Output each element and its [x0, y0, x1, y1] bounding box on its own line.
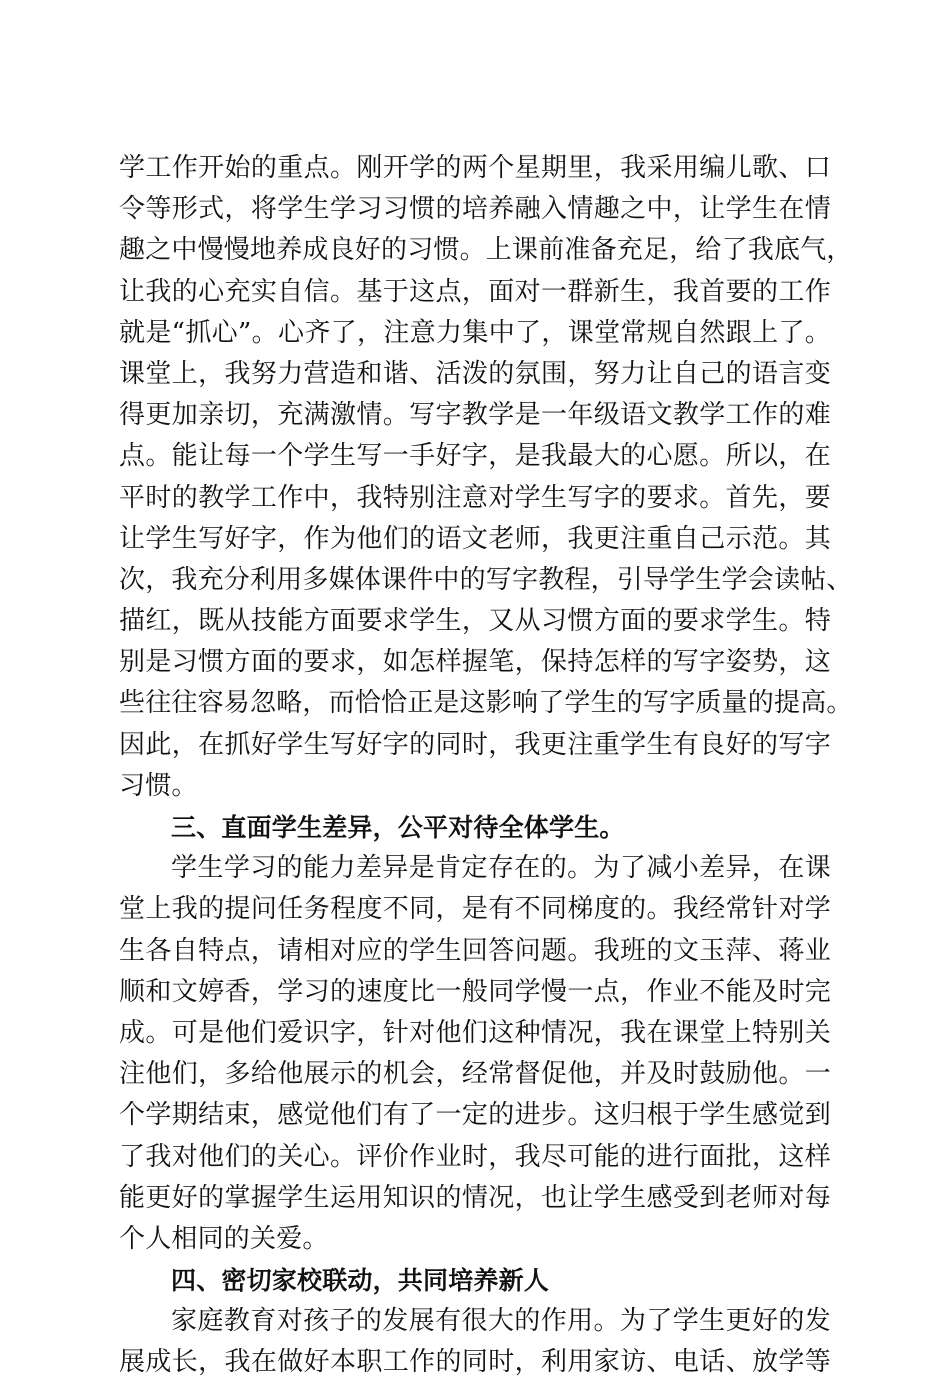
text-line: 堂上我的提问任务程度不同，是有不同梯度的。我经常针对学: [119, 894, 831, 925]
text-line: 展成长，我在做好本职工作的同时，利用家访、电话、放学等: [119, 1347, 831, 1378]
section-heading-3: 三、直面学生差异，公平对待全体学生。: [171, 813, 625, 842]
text-line: 得更加亲切，充满激情。写字教学是一年级语文教学工作的难: [119, 400, 831, 431]
text-line: 些往往容易忽略，而恰恰正是这影响了学生的写字质量的提高。: [119, 688, 853, 719]
body-text: [119, 148, 853, 1384]
text-line: 顺和文婷香，学习的速度比一般同学慢一点，作业不能及时完: [119, 976, 831, 1007]
text-line: 学生学习的能力差异是肯定存在的。为了减小差异，在课: [171, 853, 831, 884]
text-line: 个人相同的关爱。: [119, 1223, 329, 1254]
text-line: 让我的心充实自信。基于这点，面对一群新生，我首要的工作: [119, 276, 831, 307]
text-line: 平时的教学工作中，我特别注意对学生写字的要求。首先，要: [119, 482, 831, 513]
text-line: 习惯。: [119, 770, 198, 801]
text-line: 描红，既从技能方面要求学生，又从习惯方面的要求学生。特: [119, 606, 831, 637]
text-line: 了我对他们的关心。评价作业时，我尽可能的进行面批，这样: [119, 1141, 831, 1172]
text-line: 就是“抓心”。心齐了，注意力集中了，课堂常规自然跟上了。: [119, 317, 831, 348]
text-line: 别是习惯方面的要求，如怎样握笔，保持怎样的写字姿势，这: [119, 647, 831, 678]
text-line: 学工作开始的重点。刚开学的两个星期里，我采用编儿歌、口: [119, 153, 831, 183]
text-line: 课堂上，我努力营造和谐、活泼的氛围，努力让自己的语言变: [119, 358, 831, 389]
text-line: 成。可是他们爱识字，针对他们这种情况，我在课堂上特别关: [119, 1017, 831, 1048]
text-line: 能更好的掌握学生运用知识的情况，也让学生感受到老师对每: [119, 1182, 831, 1213]
text-line: 趣之中慢慢地养成良好的习惯。上课前准备充足，给了我底气，: [119, 235, 853, 266]
section-heading-4: 四、密切家校联动，共同培养新人: [171, 1266, 550, 1296]
text-line: 次，我充分利用多媒体课件中的写字教程，引导学生学会读帖、: [119, 564, 853, 595]
text-line: 注他们，多给他展示的机会，经常督促他，并及时鼓励他。一: [119, 1059, 831, 1090]
text-line: 令等形式，将学生学习习惯的培养融入情趣之中，让学生在情: [119, 194, 831, 225]
text-line: 点。能让每一个学生写一手好字，是我最大的心愿。所以，在: [119, 441, 831, 472]
text-line: 家庭教育对孩子的发展有很大的作用。为了学生更好的发: [171, 1306, 831, 1337]
text-line: 因此，在抓好学生写好字的同时，我更注重学生有良好的写字: [119, 729, 831, 760]
text-line: 生各自特点，请相对应的学生回答问题。我班的文玉萍、蒋业: [119, 935, 831, 966]
text-line: 让学生写好字，作为他们的语文老师，我更注重自己示范。其: [119, 523, 831, 554]
text-line: 个学期结束，感觉他们有了一定的进步。这归根于学生感觉到: [119, 1100, 831, 1131]
